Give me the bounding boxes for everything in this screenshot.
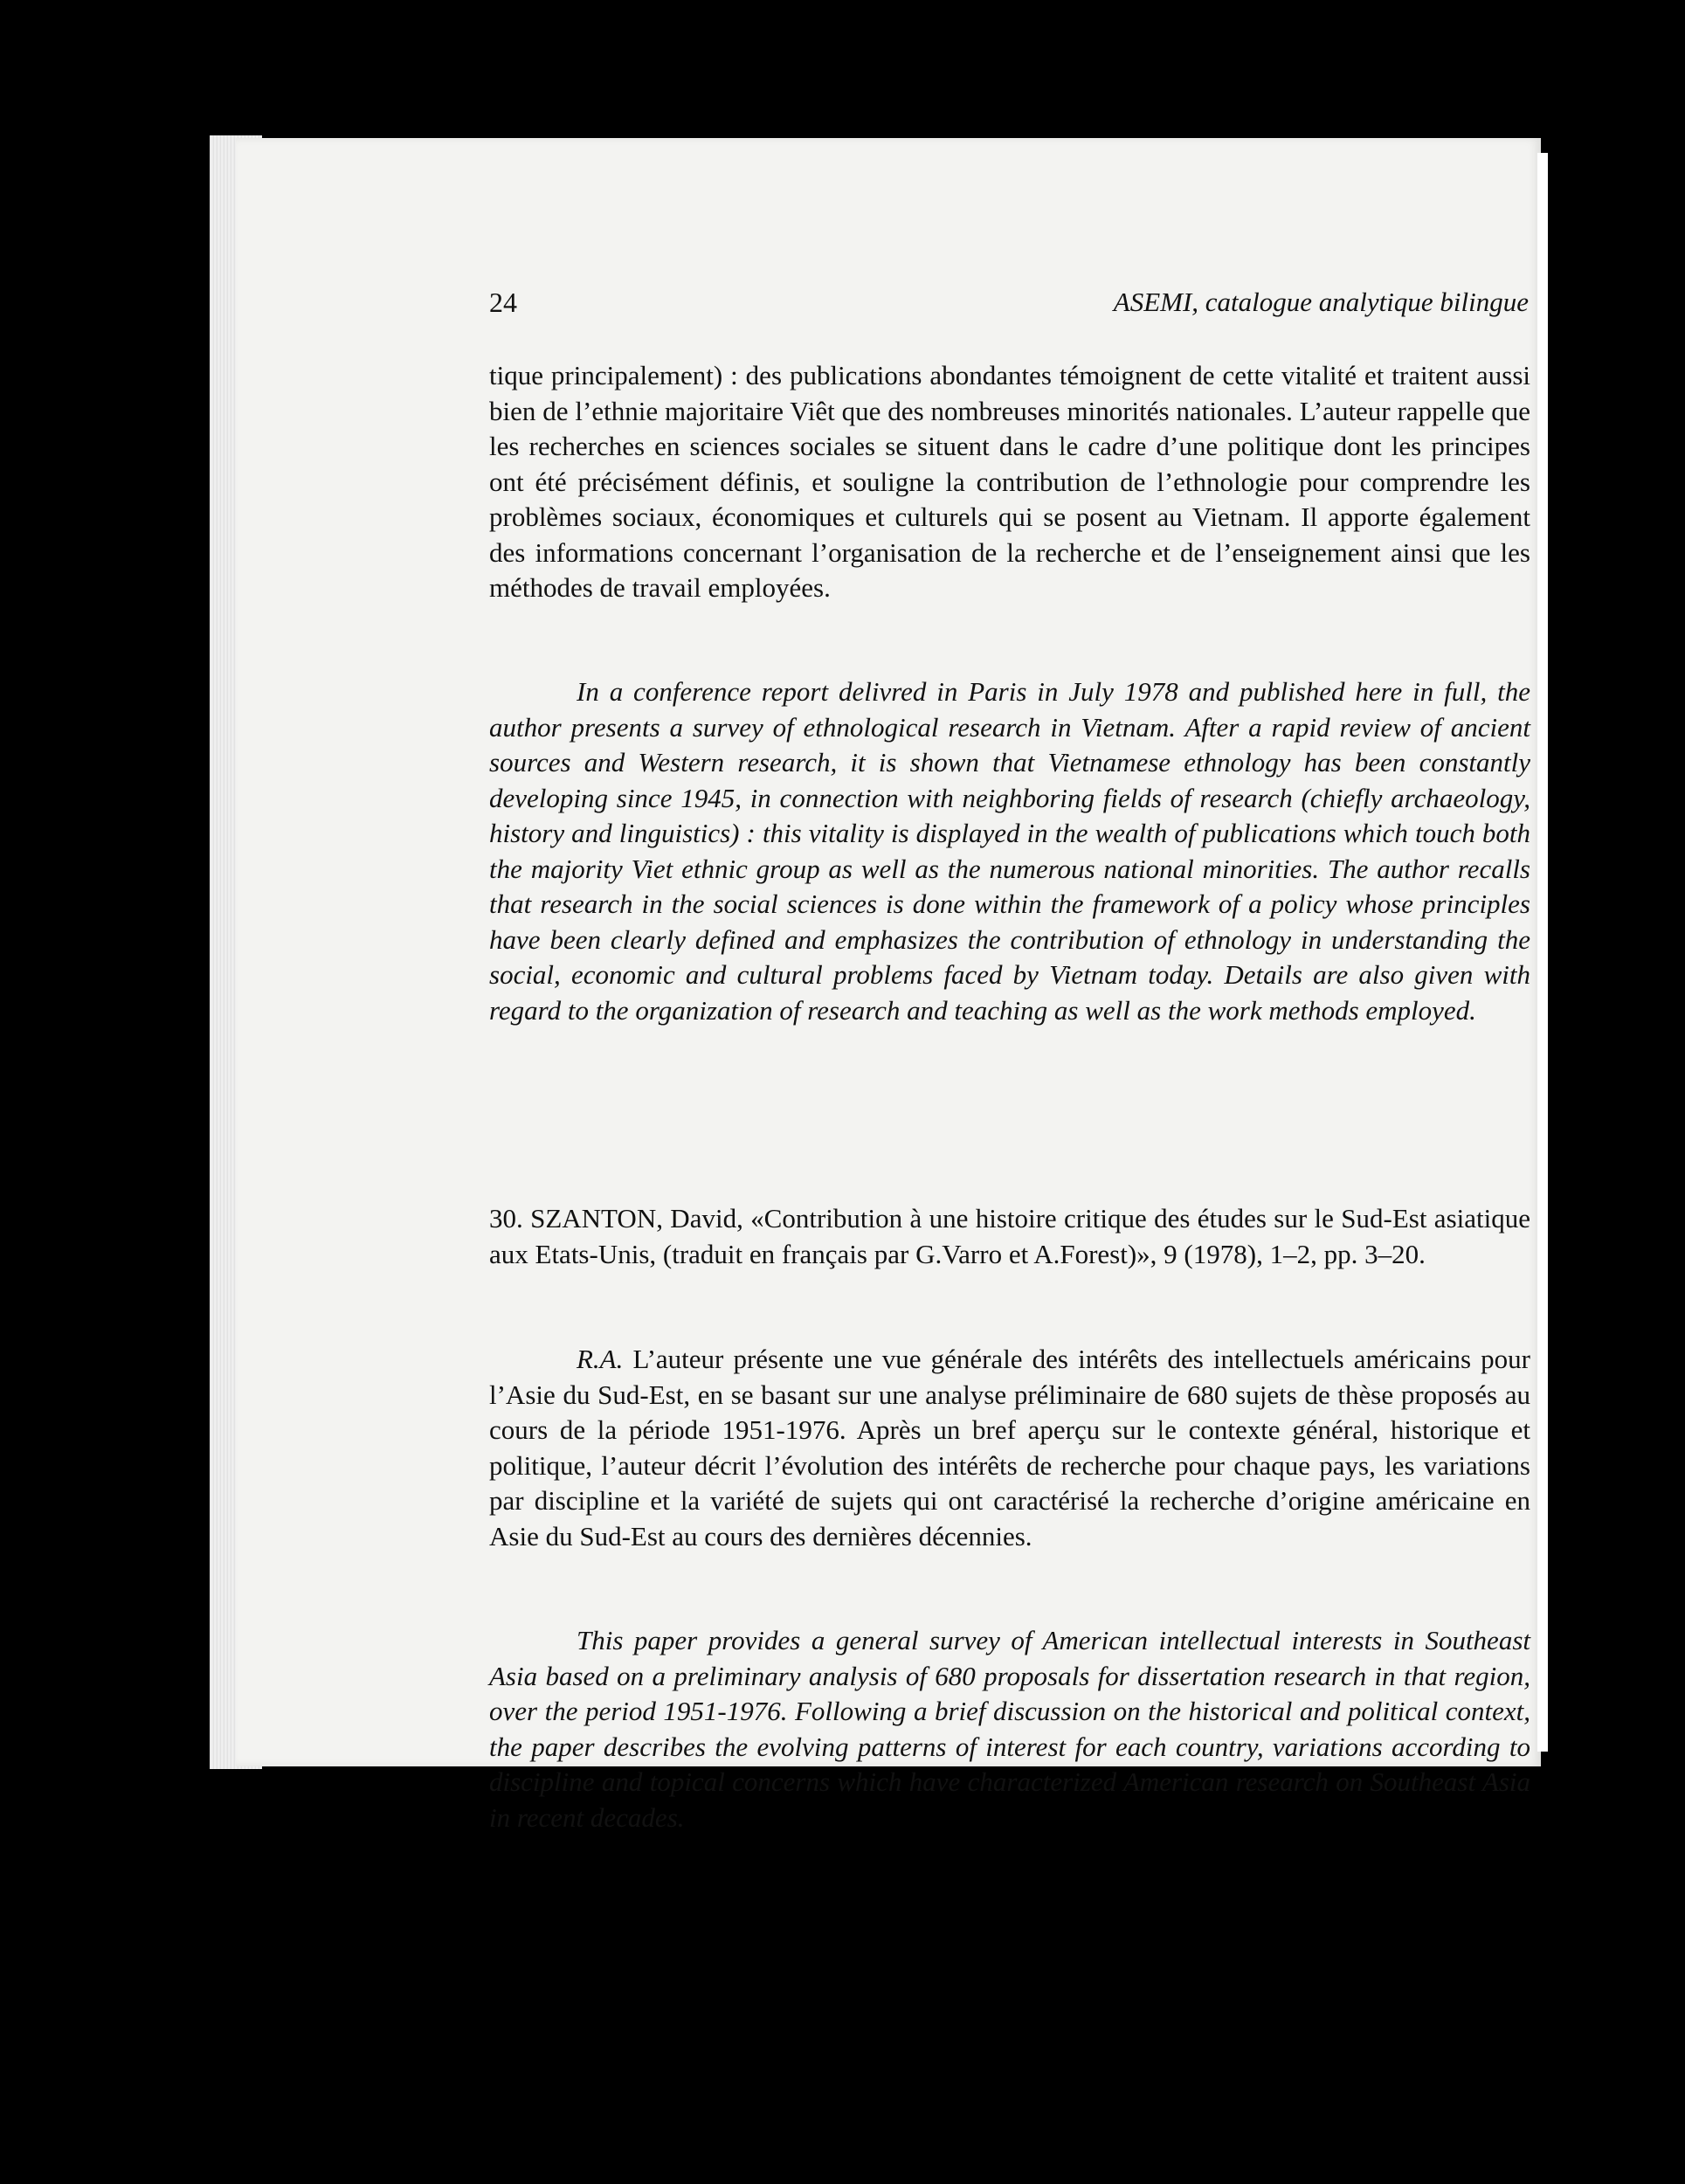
ra-label: R.A. xyxy=(577,1344,624,1374)
bibliography-entry-30: 30. SZANTON, David, «Contribution à une histoire critique des études sur le Sud-Est asiatique aux Etats-Unis, (traduit en français par G.Varro et A.Forest)», 9 (1978), 1–2, pp. 3–20. xyxy=(489,1203,1530,1269)
paragraph-french-abstract-2 xyxy=(489,1342,1530,1554)
french-abstract-text: L’auteur présente une vue générale des intérêts des intellectuels américains pour l’Asie du Sud-Est, en se basant sur une analyse préliminaire de 680 sujets de thèse proposés au cours de la période 1951-1976. Après un bref aperçu sur le contexte général, historique et politique, l’auteur décrit l’évolution des intérêts de recherche pour chaque pays, les variations par discipline et la variété de sujets qui ont caractérisé la recherche d’origine américaine en Asie du Sud-Est au cours des dernières décennies. xyxy=(489,1344,1530,1552)
paragraph-english-abstract-1: In a conference report delivred in Paris in July 1978 and published here in full, the author presents a survey of ethnological research in Vietnam. After a rapid review of ancient sources and Western research, it is shown that Vietnamese ethnology has been constantly developing since 1945, in connection with neighboring fields of research (chiefly archaeology, history and linguistics) : this vitality is displayed in the wealth of publications which touch both the majority Viet ethnic group as well as the numerous national minorities. The author recalls that research in the social sciences is done within the framework of a policy whose principles have been clearly defined and emphasizes the contribution of ethnology in understanding the social, economic and cultural problems faced by Vietnam today. Details are also given with regard to the organization of research and teaching as well as the work methods employed. xyxy=(489,676,1530,1026)
page-header xyxy=(489,287,1529,339)
book-spine-edge xyxy=(1537,153,1548,1752)
page-number: 24 xyxy=(489,287,517,318)
running-title: ASEMI, catalogue analytique bilingue xyxy=(1113,287,1529,317)
paragraph-english-abstract-2: This paper provides a general survey of American intellectual interests in Southeast Asia based on a preliminary analysis of 680 proposals for dissertation research in that region, over the period 1951-1976. Following a brief discussion on the historical and political context, the paper describes the evolving patterns of interest for each country, variations according to discipline and topical concerns which have characterized American research on Southeast Asia in recent decades. xyxy=(489,1625,1530,1833)
paragraph-french-continued: tique principalement) : des publications abondantes témoignent de cette vitalité et traitent aussi bien de l’ethnie majoritaire Viêt que des nombreuses minorités nationales. L’auteur rappelle que les recherches en sciences sociales se situent dans le cadre d’une politique dont les principes ont été précisément définis, et souligne la contribution de l’ethnologie pour comprendre les problèmes sociaux, économiques et culturels qui se posent au Vietnam. Il apporte également des informations concernant l’organisation de la recherche et de l’enseignement ainsi que les méthodes de travail employées. xyxy=(489,360,1530,603)
